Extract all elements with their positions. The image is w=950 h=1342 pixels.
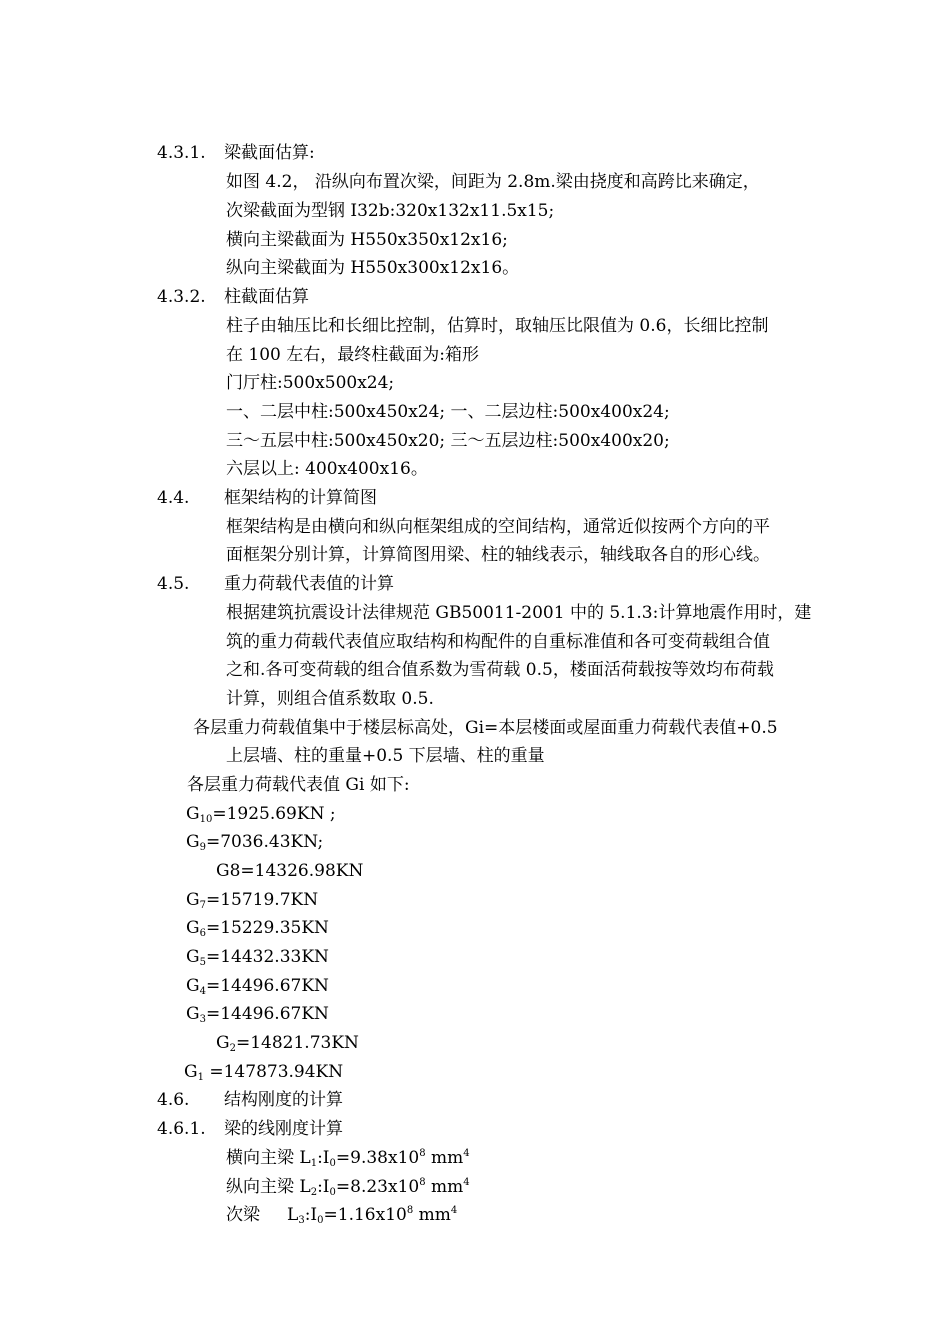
section-title-frame-diagram: 框架结构的计算简图 bbox=[224, 488, 377, 508]
paragraph-line: 柱子由轴压比和长细比控制，估算时，取轴压比限值为 0.6，长细比控制 bbox=[226, 316, 769, 336]
paragraph-line: 次梁截面为型钢 I32b:320x132x11.5x15; bbox=[226, 201, 555, 221]
paragraph-line: 六层以上: 400x400x16。 bbox=[226, 459, 428, 479]
paragraph-line: 门厅柱:500x500x24; bbox=[226, 373, 395, 393]
paragraph-line: 如图 4.2， 沿纵向布置次梁，间距为 2.8m.梁由挠度和高跨比来确定， bbox=[226, 172, 760, 192]
load-value-g4: $G_4=14496.67KN$ bbox=[186, 976, 329, 997]
load-value-g8: G8=14326.98KN bbox=[216, 861, 364, 881]
paragraph-line: 横向主梁截面为 H550x350x12x16; bbox=[226, 230, 508, 250]
load-value-g7: $G_7=15719.7KN$ bbox=[186, 890, 319, 911]
stiffness-row-transverse-main-beam: 横向主梁 $L_1:I_0=9.38x10^8$ $mm^4$ bbox=[226, 1148, 470, 1169]
load-value-g2: $G_2=14821.73KN$ bbox=[216, 1033, 359, 1054]
paragraph-line: 各层重力荷载值集中于楼层标高处，Gi=本层楼面或屋面重力荷载代表值+0.5 bbox=[193, 718, 778, 738]
paragraph-line: 计算，则组合值系数取 0.5. bbox=[226, 689, 434, 709]
paragraph-line: 在 100 左右，最终柱截面为:箱形 bbox=[226, 345, 479, 365]
paragraph-line: 一、二层中柱:500x450x24; 一、二层边柱:500x400x24; bbox=[226, 402, 670, 422]
paragraph-line: 框架结构是由横向和纵向框架组成的空间结构，通常近似按两个方向的平 bbox=[226, 517, 770, 537]
section-number-4-3-2: 4.3.2. bbox=[157, 287, 206, 307]
paragraph-line: 根据建筑抗震设计法律规范 GB50011-2001 中的 5.1.3:计算地震作用时，建 bbox=[226, 603, 812, 623]
section-number-4-6: 4.6. bbox=[157, 1090, 190, 1110]
load-value-g5: $G_5=14432.33KN$ bbox=[186, 947, 329, 968]
load-value-g9: $G_9=7036.43KN$; bbox=[186, 832, 324, 853]
section-title-beam-estimate: 梁截面估算: bbox=[224, 143, 315, 163]
section-title-gravity-load: 重力荷载代表值的计算 bbox=[224, 574, 394, 594]
section-title-stiffness: 结构刚度的计算 bbox=[224, 1090, 343, 1110]
paragraph-line: 筑的重力荷载代表值应取结构和构配件的自重标准值和各可变荷载组合值 bbox=[226, 632, 770, 652]
paragraph-line: 面框架分别计算，计算简图用梁、柱的轴线表示，轴线取各自的形心线。 bbox=[226, 545, 770, 565]
section-number-4-5: 4.5. bbox=[157, 574, 190, 594]
stiffness-row-secondary-beam: 次梁 $L_3:I_0=1.16x10^8$ $mm^4$ bbox=[226, 1205, 458, 1226]
section-title-column-estimate: 柱截面估算 bbox=[224, 287, 309, 307]
paragraph-line: 各层重力荷载代表值 Gi 如下: bbox=[187, 775, 410, 795]
section-title-beam-stiffness: 梁的线刚度计算 bbox=[224, 1119, 343, 1139]
paragraph-line: 之和.各可变荷载的组合值系数为雪荷载 0.5，楼面活荷载按等效均布荷载 bbox=[226, 660, 774, 680]
load-value-g6: $G_6=15229.35KN$ bbox=[186, 918, 329, 939]
section-number-4-3-1: 4.3.1. bbox=[157, 143, 206, 163]
paragraph-line: 上层墙、柱的重量+0.5 下层墙、柱的重量 bbox=[226, 746, 545, 766]
load-value-g1: $G_1 =147873.94KN$ bbox=[184, 1062, 344, 1083]
load-value-g3: $G_3=14496.67KN$ bbox=[186, 1004, 329, 1025]
load-value-g10: $G_{10}=1925.69KN$ ; bbox=[186, 804, 336, 825]
paragraph-line: 三～五层中柱:500x450x20; 三～五层边柱:500x400x20; bbox=[226, 431, 670, 451]
section-number-4-4: 4.4. bbox=[157, 488, 190, 508]
section-number-4-6-1: 4.6.1. bbox=[157, 1119, 206, 1139]
paragraph-line: 纵向主梁截面为 H550x300x12x16。 bbox=[226, 258, 520, 278]
stiffness-row-longitudinal-main-beam: 纵向主梁 $L_2:I_0=8.23x10^8$ $mm^4$ bbox=[226, 1177, 470, 1198]
